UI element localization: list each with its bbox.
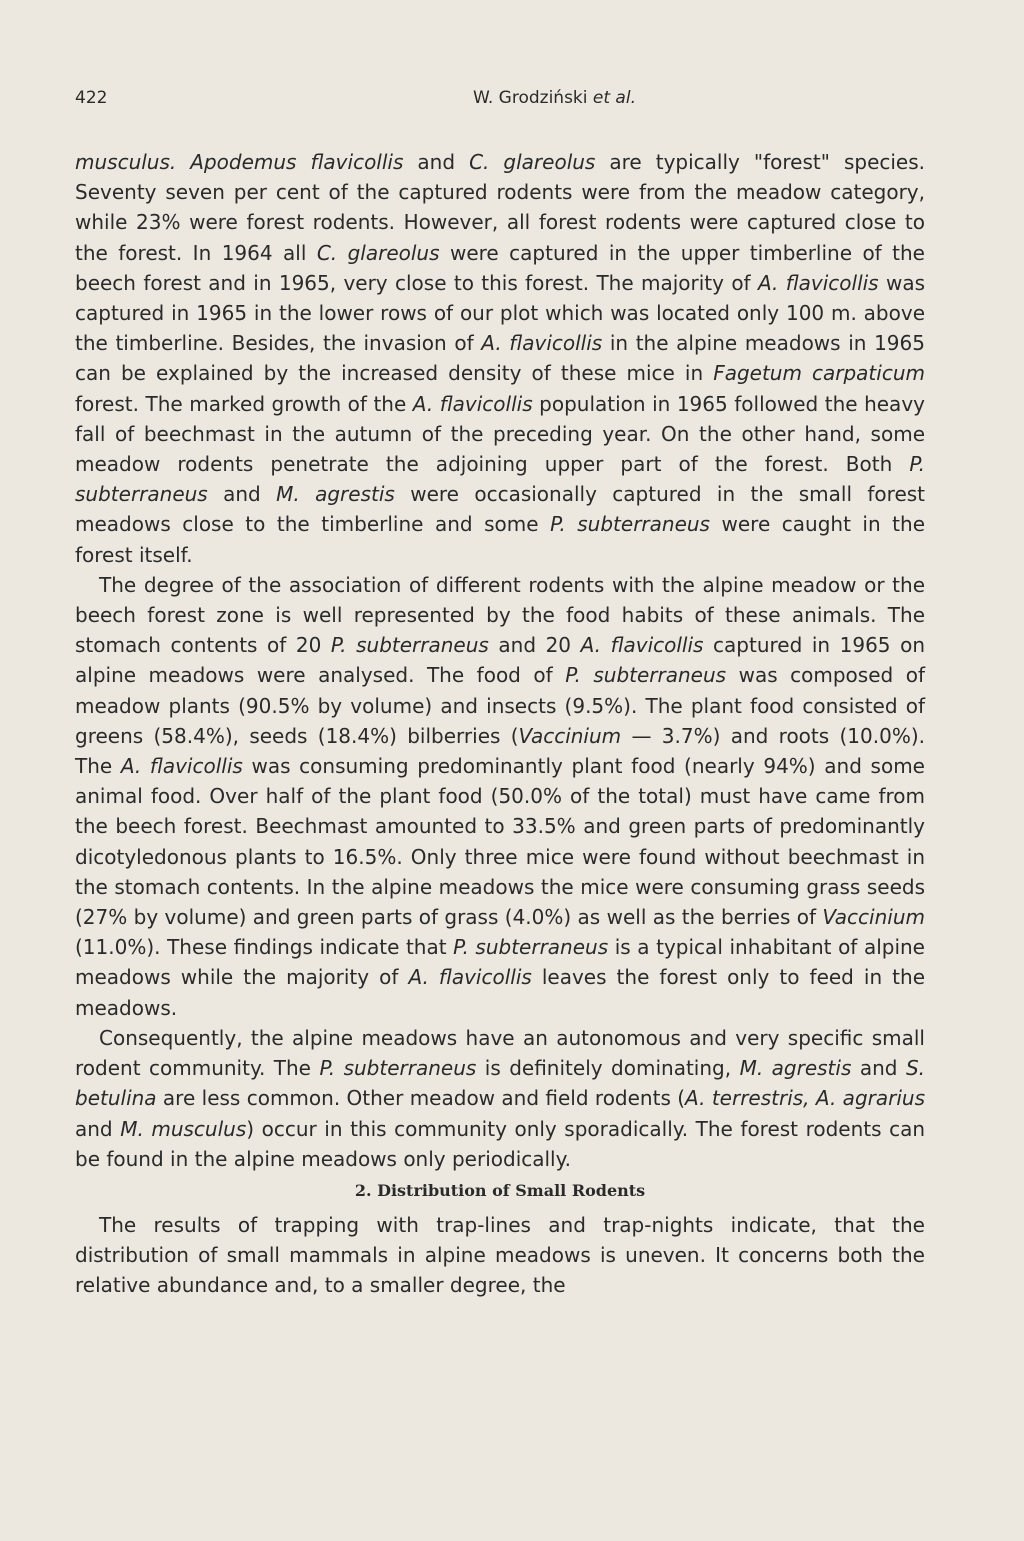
p1-s11: Fagetum carpaticum (713, 361, 925, 386)
p1-s12: forest. The marked growth of the (75, 391, 413, 416)
p2-s7: was composed of meadow plants (90.5% by volume) and insects (9.5%). The plant food consisted of greens (58.4%), seeds (18.4%) bilberries ( (75, 663, 926, 748)
p3-s4: M. agrestis (739, 1056, 852, 1081)
paragraph-4 (75, 1210, 925, 1301)
p2-s2: P. subterraneus (330, 633, 489, 658)
p2-s13: (11.0%). These findings indicate that (75, 935, 454, 960)
p1-s18: were occasionally captured in the small forest meadows close to the timberline and some (75, 482, 926, 537)
p1-s16: and (207, 482, 277, 507)
p1-s5: C. glareolus (316, 240, 440, 265)
p1-s19: P. subterraneus (550, 512, 710, 537)
p2-s3: and 20 (488, 633, 581, 658)
p3-s11: ) occur in this community only sporadically. The forest rodents can be found in the alpine meadows only periodically. (75, 1116, 926, 1171)
p3-s10: M. musculus (120, 1116, 247, 1141)
p4-text: The results of trapping with trap-lines and trap-nights indicate, that the distribution of small mammals in alpine meadows is uneven. It concerns both the relative abundance and, to a smaller degree, the (75, 1212, 925, 1298)
p1-s8: was captured in 1965 in the lower rows of our plot which was located only 100 m. above the timberline. Besides, the invasion of (75, 270, 925, 356)
p2-s10: A. flavicollis (120, 754, 243, 779)
p2-s11: was consuming predominantly plant food (nearly 94%) and some animal food. Over half of the plant food (50.0% of the total) must have came from the beech forest. Beechmast amounted to 33.5% and green parts of predominantly dicotyledonous plants to 16.5%. Only three mice were found without beechmast in the stomach contents. In the alpine meadows the mice were consuming grass seeds (27% by volume) and green parts of grass (4.0%) as well as the berries of (75, 754, 925, 930)
p2-s16: A. flavicollis (408, 965, 532, 990)
p2-s15: is a typical inhabitant of alpine meadows while the majority of (75, 935, 925, 990)
p3-s6: S. betulina (75, 1056, 926, 1111)
paragraph-1 (75, 147, 925, 570)
paragraph-2 (75, 570, 925, 1023)
p1-s14: population in 1965 followed the heavy fall of beechmast in the autumn of the preceding year. On the other hand, some meadow rodents penetrate the adjoining upper part of the forest. Both (75, 391, 925, 477)
p1-s7: A. flavicollis (757, 270, 879, 295)
section-heading: 2. Distribution of Small Rodents (354, 1180, 646, 1200)
page-header (75, 88, 925, 112)
p1-s3: C. glareolus (469, 150, 596, 174)
p3-s5: and (851, 1056, 906, 1081)
p3-s3: is definitely dominating, (476, 1056, 740, 1081)
p1-s9: A. flavicollis (481, 331, 603, 356)
body-text (75, 147, 925, 1301)
p3-s7: are less common. Other meadow and field rodents ( (156, 1086, 686, 1111)
p2-s14: P. subterraneus (453, 935, 609, 960)
p2-s9: — 3.7%) and roots (10.0%). The (75, 723, 925, 779)
p3-s8: A. terrestris, A. agrarius (685, 1086, 925, 1111)
p1-s17: M. agrestis (276, 482, 395, 507)
p2-s4: A. flavicollis (580, 633, 704, 658)
p2-s1: The degree of the association of different rodents with the alpine meadow or the beech forest zone is well represented by the food habits of these animals. The stomach contents of 20 (75, 572, 925, 658)
p1-s1: musculus. Apodemus flavicollis (75, 150, 404, 174)
p1-s4: are typically "forest" species. Seventy seven per cent of the captured rodents were from the meadow category, while 23% were forest rodents. However, all forest rodents were captured close to the forest. In 1964 all (75, 150, 926, 265)
p2-s5: captured in 1965 on alpine meadows were analysed. The food of (75, 633, 925, 688)
running-head-author: W. Grodziński (473, 88, 588, 108)
p2-s12: Vaccinium (822, 905, 925, 930)
p1-s20: were caught in the forest itself. (75, 512, 926, 567)
p2-s17: leaves the forest only to feed in the meadows. (75, 965, 925, 1020)
p1-s15: P. subterraneus (75, 452, 925, 507)
p3-s2: P. subterraneus (319, 1056, 477, 1081)
p3-s9: and (75, 1116, 121, 1141)
paragraph-3 (75, 1023, 925, 1174)
p1-s2: and (403, 150, 470, 174)
p1-s6: were captured in the upper timberline of the beech forest and in 1965, very close to this forest. The majority of (75, 240, 925, 295)
p1-s10: in the alpine meadows in 1965 can be explained by the increased density of these mice in (75, 331, 925, 386)
page-number: 422 (75, 88, 108, 108)
p2-s8: Vaccinium (518, 723, 622, 748)
running-head-etal: et al. (592, 88, 636, 108)
p2-s6: P. subterraneus (565, 663, 727, 688)
p1-s13: A. flavicollis (412, 391, 533, 416)
running-head (473, 88, 636, 108)
p3-s1: Consequently, the alpine meadows have an autonomous and very specific small rodent community. The (75, 1025, 925, 1081)
